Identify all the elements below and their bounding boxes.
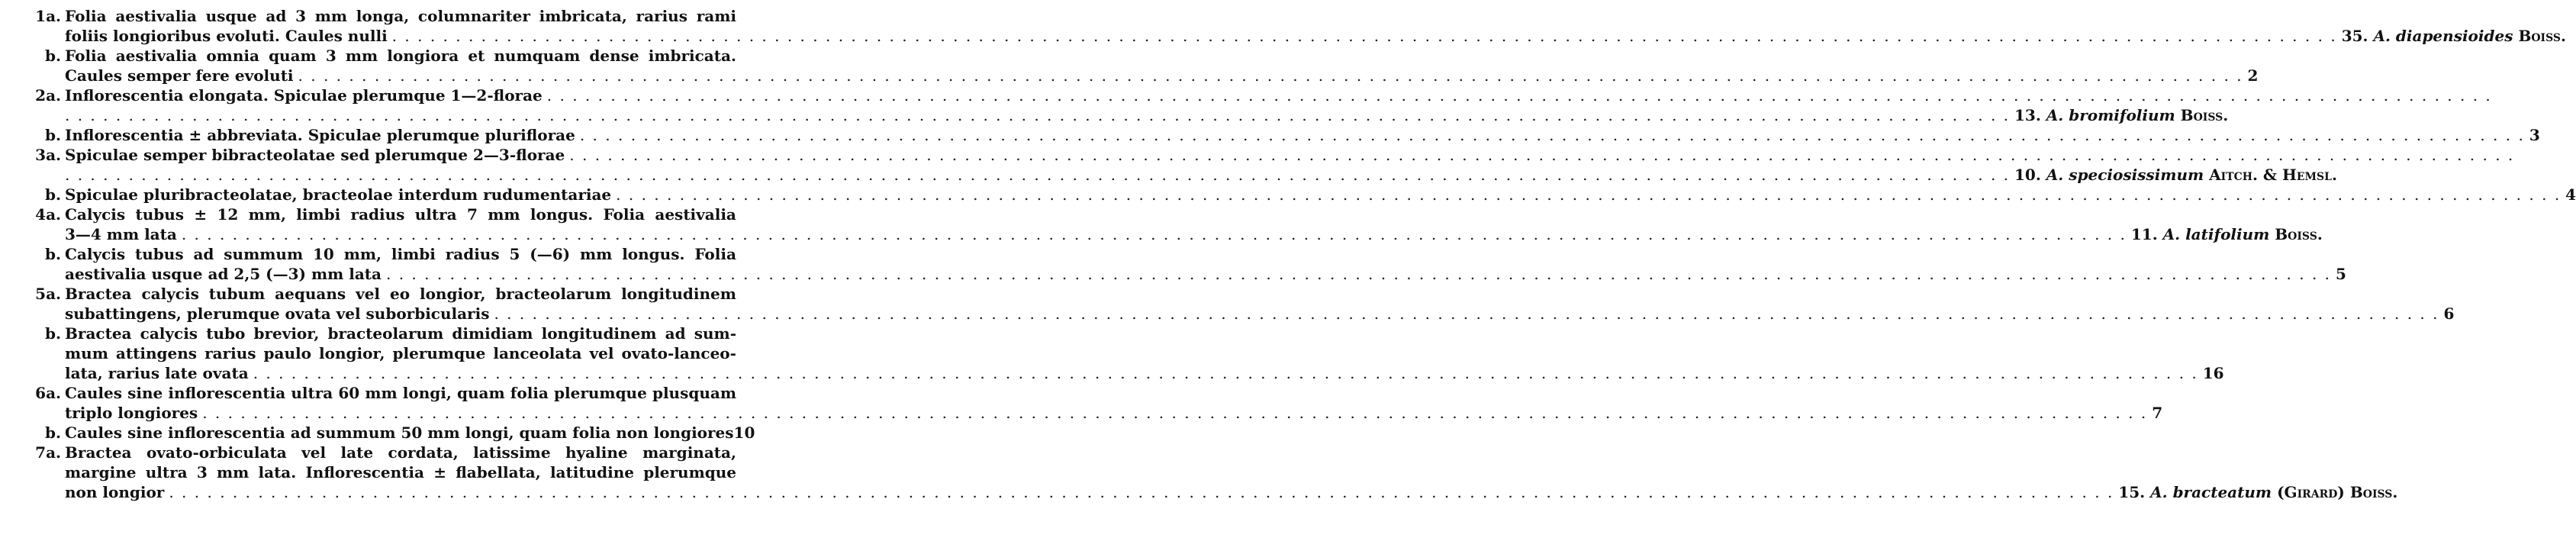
word: Folia <box>694 245 736 263</box>
word: mm <box>580 245 613 263</box>
word: flabellata, <box>456 463 541 481</box>
word: limbi <box>391 245 436 263</box>
word: aestivalia <box>115 47 198 65</box>
word: aestivalia <box>115 7 197 25</box>
dot-leader <box>182 224 2127 244</box>
key-entry <box>23 244 2346 284</box>
dot-leader <box>616 185 2561 204</box>
word: limbi <box>296 205 341 224</box>
word: ovato-orbiculata <box>146 443 287 462</box>
entry-line <box>65 185 2576 204</box>
key-entry <box>23 423 755 443</box>
word: numquam <box>494 47 581 65</box>
line-text: lata, rarius late ovata <box>65 364 249 382</box>
species-name: speciosissimum <box>2069 166 2204 184</box>
line-text: 3—4 mm lata <box>65 225 177 243</box>
word: imbricata. <box>648 47 736 65</box>
dot-leader <box>547 85 2492 105</box>
destination-number: 10. <box>2014 166 2041 184</box>
entry-label: b. <box>45 126 61 144</box>
word: plerumque <box>643 463 736 481</box>
destination-number: 7 <box>2152 404 2163 422</box>
destination <box>2014 165 2337 185</box>
entry-label: b. <box>45 47 61 65</box>
entry-label: b. <box>45 324 61 343</box>
word: plerumque <box>392 344 486 362</box>
word: ultra <box>291 384 333 402</box>
word: mm <box>314 7 348 25</box>
genus-abbrev: A. <box>2046 166 2064 184</box>
word: folia <box>510 384 549 402</box>
word: longitudinem <box>621 285 736 303</box>
word: summum <box>224 245 304 263</box>
word: mm, <box>248 205 286 224</box>
dot-leader <box>169 482 2114 502</box>
entry-label: b. <box>45 245 61 263</box>
line-text: foliis longioribus evoluti. Caules nulli <box>65 27 388 45</box>
word: bracteolarum <box>327 324 444 343</box>
word: longus. <box>622 245 685 263</box>
destination-number: 11. <box>2130 225 2158 243</box>
destination <box>2336 264 2346 284</box>
word: 12 <box>217 205 239 224</box>
entry-label: b. <box>45 185 61 204</box>
author-name: Boiss. <box>2180 106 2229 124</box>
key-entry <box>23 46 2259 85</box>
word: ± <box>194 205 208 224</box>
key-entry <box>23 383 2163 423</box>
entry-line <box>65 85 736 105</box>
key-entry <box>23 185 2576 204</box>
word: sine <box>127 384 163 402</box>
dot-leader <box>386 264 2331 284</box>
entry-label: 4a. <box>35 205 61 224</box>
word: tubo <box>206 324 246 343</box>
word: mm <box>365 384 398 402</box>
word: hyaline <box>565 443 628 462</box>
entry-line <box>65 244 736 264</box>
destination <box>2565 185 2576 204</box>
entry-label: 1a. <box>35 7 61 25</box>
word: ultra <box>145 463 188 481</box>
dot-leader <box>253 363 2198 383</box>
dot-leader <box>392 26 2337 46</box>
word: vel <box>301 443 327 462</box>
dot-leader <box>298 66 2243 85</box>
word: columnariter <box>417 7 530 25</box>
dot-leader <box>65 165 2010 185</box>
entry-line <box>65 6 736 26</box>
word: radius <box>350 205 405 224</box>
word: calycis <box>141 285 199 303</box>
word: mum <box>65 344 108 362</box>
word: Bractea <box>65 285 132 303</box>
word: quam <box>456 384 505 402</box>
key-entry <box>23 6 2566 46</box>
entry-line <box>65 46 736 66</box>
author-name: Boiss. <box>2518 27 2566 45</box>
author-name: (Girard) Boiss. <box>2277 483 2398 501</box>
destination-number: 6 <box>2443 304 2455 323</box>
word: aestivalia <box>655 205 736 224</box>
word: vel <box>356 285 381 303</box>
word: brevior, <box>253 324 320 343</box>
destination-number: 13. <box>2014 106 2041 124</box>
destination-number: 10 <box>733 423 755 442</box>
word: plerumque <box>554 384 647 402</box>
word: ad <box>193 245 214 263</box>
entry-line <box>65 284 736 304</box>
entry-label: 3a. <box>35 146 61 164</box>
word: paulo <box>263 344 311 362</box>
word: inflorescentia <box>168 384 286 402</box>
word: ad <box>266 7 287 25</box>
word: Bractea <box>65 324 132 343</box>
word: mm, <box>343 245 382 263</box>
destination-number: 3 <box>2529 126 2540 144</box>
word: longitudinem <box>541 324 657 343</box>
entry-line <box>65 105 2229 125</box>
species-name: latifolium <box>2185 225 2270 243</box>
line-text: Inflorescentia ± abbreviata. Spiculae plerumque pluriflorae <box>65 126 575 144</box>
line-text: Spiculae pluribracteolatae, bracteolae interdum rudumentariae <box>65 185 612 204</box>
entry-line <box>65 403 2163 423</box>
destination-number: 15. <box>2118 483 2146 501</box>
destination <box>734 423 755 443</box>
line-text: Caules semper fere evoluti <box>65 66 294 85</box>
word: Bractea <box>65 443 132 462</box>
word: tubus <box>135 245 184 263</box>
word: mm <box>345 47 378 65</box>
word: vel <box>589 344 614 362</box>
word: longiora <box>387 47 459 65</box>
word: sum- <box>694 324 736 343</box>
species-name: bracteatum <box>2172 483 2272 501</box>
word: tubus <box>135 205 185 224</box>
genus-abbrev: A. <box>2373 27 2391 45</box>
genus-abbrev: A. <box>2046 106 2064 124</box>
word: 60 <box>338 384 360 402</box>
key-entry <box>23 145 2337 185</box>
word: eo <box>389 285 411 303</box>
word: quam <box>269 47 317 65</box>
line-text: triplo longiores <box>65 404 198 422</box>
word: 5 <box>509 245 520 263</box>
entry-label: b. <box>45 423 61 442</box>
entry-label: 2a. <box>35 86 61 105</box>
word: longi, <box>402 384 452 402</box>
word: radius <box>445 245 500 263</box>
entry-line <box>65 462 736 482</box>
genus-abbrev: A. <box>2150 483 2168 501</box>
author-name: Aitch. & Hemsl. <box>2209 166 2337 184</box>
key-entry <box>23 324 2224 383</box>
word: 10 <box>313 245 334 263</box>
entry-line <box>65 482 2398 502</box>
word: 7 <box>466 205 478 224</box>
dot-leader <box>580 125 2525 145</box>
word: (—6) <box>530 245 571 263</box>
entry-line <box>65 363 2224 383</box>
word: Calycis <box>65 205 126 224</box>
entry-line <box>65 324 736 343</box>
species-name: diapensioides <box>2395 27 2513 45</box>
word: longior, <box>419 285 486 303</box>
entry-label: 7a. <box>35 443 61 462</box>
destination-number: 35. <box>2341 27 2368 45</box>
word: Folia <box>65 7 107 25</box>
line-text: aestivalia usque ad 2,5 (—3) mm lata <box>65 265 382 283</box>
word: aequans <box>275 285 346 303</box>
destination-number: 5 <box>2336 265 2346 283</box>
entry-line <box>65 264 2346 284</box>
key-entry <box>23 85 2229 125</box>
word: calycis <box>140 324 198 343</box>
entry-line <box>65 224 2323 244</box>
word: attingens <box>115 344 198 362</box>
entry-line <box>65 423 755 443</box>
word: dimidiam <box>452 324 533 343</box>
entry-line <box>65 165 2337 185</box>
word: longior, <box>319 344 385 362</box>
word: Folia <box>603 205 646 224</box>
line-text: Caules sine inflorescentia ad summum 50 mm longi, quam folia non longiores <box>65 423 734 442</box>
word: rami <box>696 7 736 25</box>
destination <box>2152 403 2162 423</box>
entry-line <box>65 26 2566 46</box>
word: ± <box>433 463 446 481</box>
entry-line <box>65 343 736 363</box>
word: ultra <box>414 205 457 224</box>
destination-number: 4 <box>2565 185 2576 204</box>
dot-leader <box>569 145 2514 165</box>
destination <box>2443 304 2454 324</box>
destination <box>2014 105 2228 125</box>
dot-leader <box>202 403 2147 423</box>
key-entry <box>23 125 2540 145</box>
destination <box>2118 482 2397 502</box>
key-entry <box>23 443 2398 502</box>
dot-leader <box>494 304 2439 324</box>
word: 3 <box>325 47 336 65</box>
word: longa, <box>356 7 410 25</box>
word: dense <box>589 47 639 65</box>
word: lata. <box>258 463 297 481</box>
word: rarius <box>636 7 687 25</box>
word: ovato-lanceo- <box>621 344 736 362</box>
entry-line <box>65 125 2540 145</box>
word: Calycis <box>65 245 126 263</box>
line-text: non longior <box>65 483 165 501</box>
entry-line <box>65 145 736 165</box>
author-name: Boiss. <box>2275 225 2323 243</box>
word: 3 <box>295 7 306 25</box>
word: mm <box>216 463 250 481</box>
entry-line <box>65 204 736 224</box>
word: Caules <box>65 384 122 402</box>
line-text: subattingens, plerumque ovata vel suborbicularis <box>65 304 490 323</box>
entry-label: 5a. <box>35 285 61 303</box>
word: bracteolarum <box>495 285 612 303</box>
entry-line <box>65 66 2259 85</box>
word: mm <box>488 205 520 224</box>
dot-leader <box>65 105 2010 125</box>
word: usque <box>205 7 257 25</box>
word: Inflorescentia <box>305 463 424 481</box>
genus-abbrev: A. <box>2162 225 2181 243</box>
word: 3 <box>196 463 208 481</box>
word: rarius <box>204 344 256 362</box>
destination <box>2342 26 2566 46</box>
key-entry <box>23 284 2455 324</box>
word: omnia <box>206 47 259 65</box>
entry-line <box>65 383 736 403</box>
entry-line <box>65 304 2455 324</box>
key-entry <box>23 204 2323 244</box>
word: imbricata, <box>539 7 627 25</box>
species-name: bromifolium <box>2069 106 2175 124</box>
word: margine <box>65 463 137 481</box>
word: plusquam <box>652 384 736 402</box>
entry-label: 6a. <box>35 384 61 402</box>
word: latitudine <box>549 463 634 481</box>
word: Folia <box>65 47 107 65</box>
word: et <box>468 47 485 65</box>
destination <box>2529 125 2540 145</box>
word: ad <box>665 324 686 343</box>
word: marginata, <box>642 443 736 462</box>
destination <box>2248 66 2259 85</box>
destination <box>2131 224 2323 244</box>
identification-key <box>23 6 2576 502</box>
line-text: Inflorescentia elongata. Spiculae plerumque 1—2-florae <box>65 86 543 105</box>
word: cordata, <box>388 443 459 462</box>
word: longus. <box>530 205 594 224</box>
destination-number: 2 <box>2247 66 2259 85</box>
word: tubum <box>208 285 266 303</box>
entry-line <box>65 443 736 462</box>
line-text: Spiculae semper bibracteolatae sed plerumque 2—3-florae <box>65 146 565 164</box>
destination-number: 16 <box>2202 364 2224 382</box>
word: late <box>340 443 374 462</box>
word: latissime <box>473 443 551 462</box>
word: lanceolata <box>493 344 582 362</box>
destination <box>2203 363 2224 383</box>
